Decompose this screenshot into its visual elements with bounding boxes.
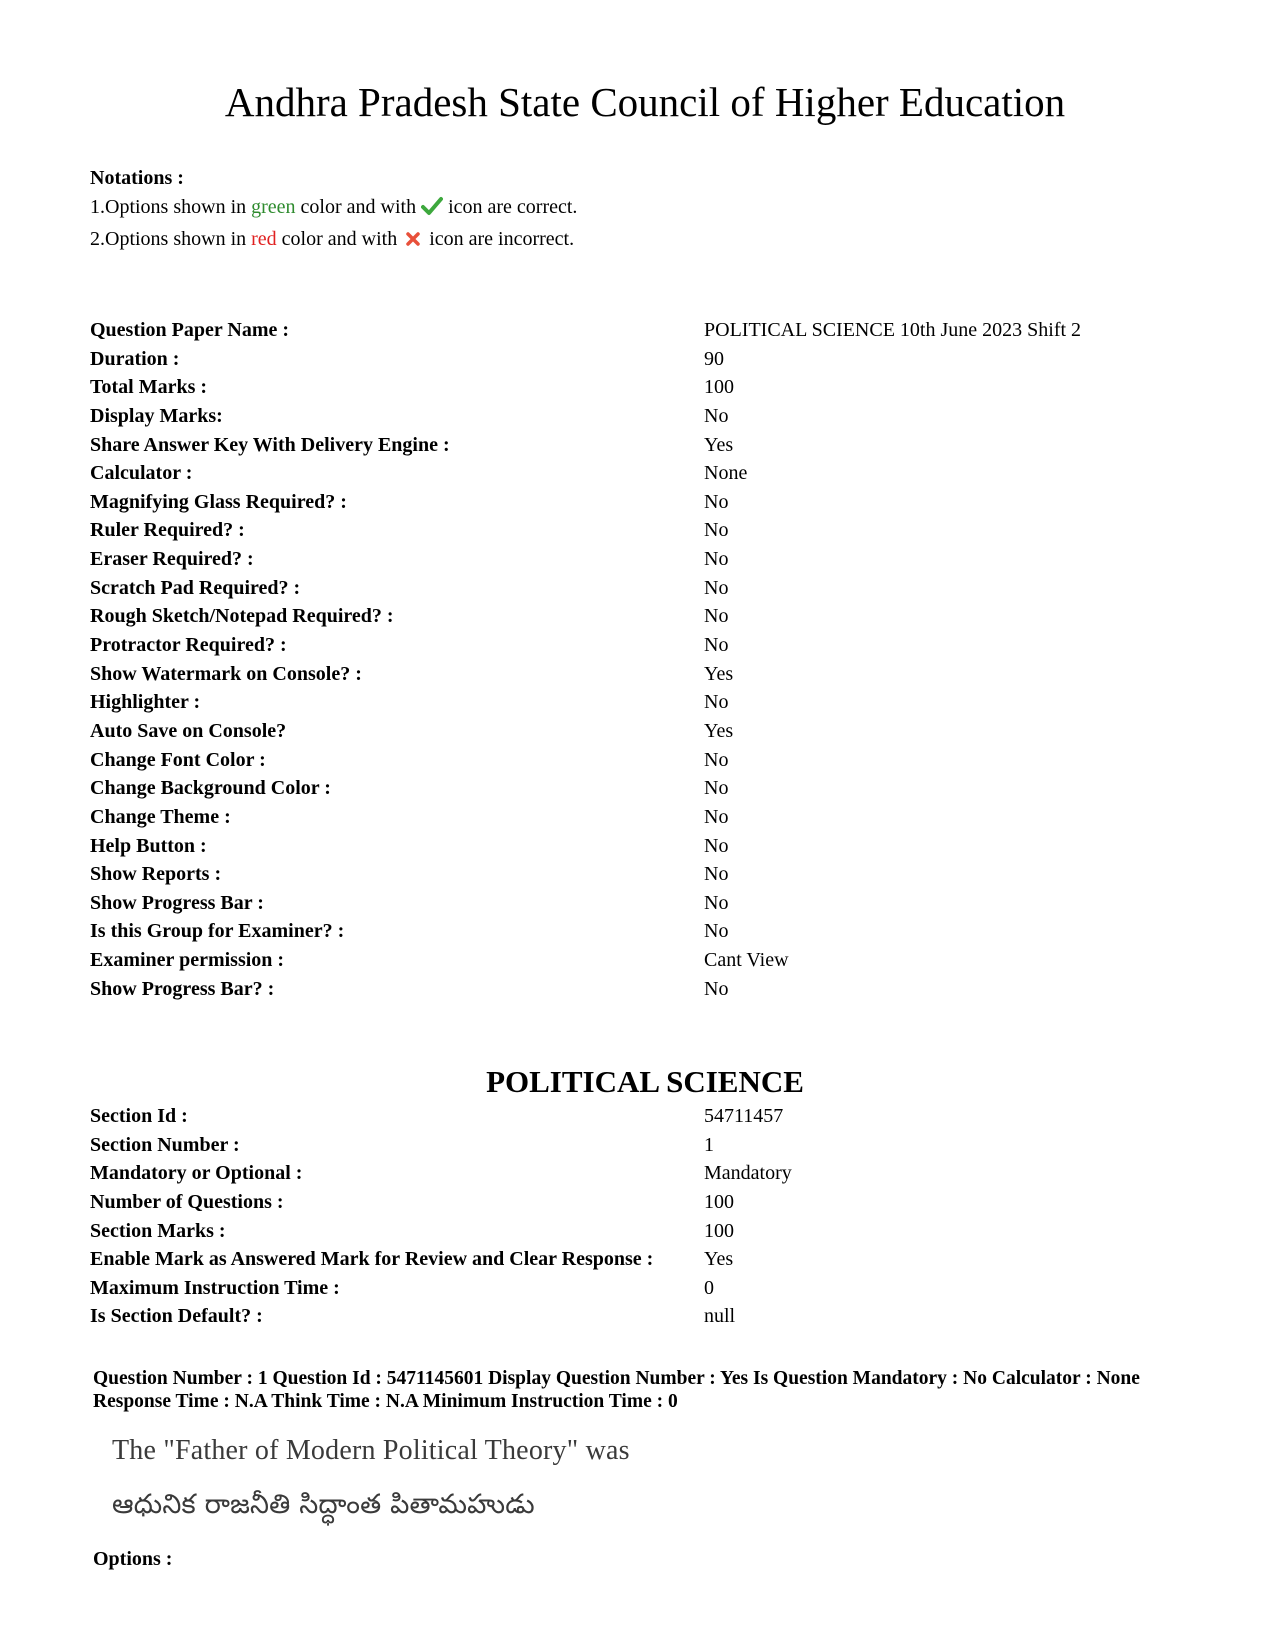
detail-row bbox=[90, 574, 1081, 603]
detail-label: Section Id : bbox=[90, 1105, 188, 1127]
detail-label: Help Button : bbox=[90, 834, 207, 857]
page-title: Andhra Pradesh State Council of Higher Education bbox=[224, 79, 1066, 125]
detail-label: Ruler Required? : bbox=[90, 519, 245, 542]
detail-row bbox=[90, 688, 1081, 717]
detail-row bbox=[90, 946, 1081, 975]
detail-row bbox=[90, 889, 1081, 918]
detail-value: 1 bbox=[704, 1133, 714, 1156]
detail-value: 100 bbox=[704, 376, 734, 399]
detail-value: No bbox=[704, 490, 729, 513]
detail-row bbox=[90, 803, 1081, 832]
detail-value: No bbox=[704, 863, 729, 886]
detail-row bbox=[90, 316, 1081, 345]
detail-value: Yes bbox=[704, 1248, 734, 1271]
detail-label: Total Marks : bbox=[90, 376, 208, 399]
detail-label: Share Answer Key With Delivery Engine : bbox=[90, 433, 450, 456]
notation-incorrect-post: icon are incorrect. bbox=[424, 228, 575, 250]
question-text bbox=[112, 1432, 630, 1524]
notation-green-word: green bbox=[251, 196, 296, 218]
detail-row bbox=[90, 917, 1081, 946]
notation-correct bbox=[90, 193, 577, 225]
detail-label: Is this Group for Examiner? : bbox=[90, 920, 345, 943]
detail-value: No bbox=[704, 634, 729, 657]
detail-value: 54711457 bbox=[704, 1105, 784, 1127]
notation-incorrect-pre: 2.Options shown in bbox=[90, 228, 252, 250]
detail-row bbox=[90, 402, 1081, 431]
detail-label: Change Background Color : bbox=[90, 777, 331, 800]
detail-row bbox=[90, 488, 1081, 517]
detail-value: None bbox=[704, 462, 748, 485]
detail-value: No bbox=[704, 891, 729, 914]
detail-row bbox=[90, 832, 1081, 861]
detail-value: No bbox=[704, 920, 729, 943]
detail-label: Section Number : bbox=[90, 1133, 240, 1156]
detail-value: No bbox=[704, 519, 729, 542]
notation-incorrect bbox=[90, 225, 577, 257]
notation-correct-mid: color and with bbox=[295, 196, 422, 218]
detail-label: Duration : bbox=[90, 347, 180, 370]
detail-row bbox=[90, 1131, 792, 1160]
detail-value: null bbox=[704, 1305, 736, 1328]
detail-row bbox=[90, 345, 1081, 374]
detail-row bbox=[90, 860, 1081, 889]
detail-row bbox=[90, 660, 1081, 689]
notations-heading: Notations : bbox=[90, 167, 184, 189]
detail-value: Yes bbox=[704, 719, 734, 742]
question-text-english: The "Father of Modern Political Theory" was bbox=[112, 1435, 630, 1466]
detail-label: Section Marks : bbox=[90, 1219, 226, 1242]
detail-row bbox=[90, 459, 1081, 488]
detail-label: Rough Sketch/Notepad Required? : bbox=[90, 605, 394, 628]
detail-value: Mandatory bbox=[704, 1162, 792, 1185]
detail-label: Show Reports : bbox=[90, 863, 222, 886]
notation-red-word: red bbox=[251, 228, 277, 250]
detail-label: Question Paper Name : bbox=[90, 319, 290, 341]
paper-details-table bbox=[90, 316, 1081, 1003]
detail-value: No bbox=[704, 748, 729, 771]
detail-value: No bbox=[704, 805, 729, 828]
detail-value: Cant View bbox=[704, 949, 789, 972]
detail-value: 0 bbox=[704, 1276, 714, 1299]
detail-label: Number of Questions : bbox=[90, 1190, 284, 1213]
detail-row bbox=[90, 1302, 792, 1331]
detail-label: Display Marks: bbox=[90, 404, 223, 427]
detail-label: Show Progress Bar : bbox=[90, 891, 264, 914]
detail-label: Change Font Color : bbox=[90, 748, 266, 771]
detail-value: 100 bbox=[704, 1190, 734, 1213]
question-text-telugu: ఆధునిక రాజనీతి సిద్ధాంత పితామహుడు bbox=[112, 1489, 535, 1520]
detail-label: Scratch Pad Required? : bbox=[90, 576, 301, 599]
detail-label: Maximum Instruction Time : bbox=[90, 1276, 340, 1299]
detail-row bbox=[90, 746, 1081, 775]
detail-row bbox=[90, 1274, 792, 1303]
detail-label: Magnifying Glass Required? : bbox=[90, 490, 347, 513]
detail-row bbox=[90, 774, 1081, 803]
detail-label: Eraser Required? : bbox=[90, 548, 254, 571]
detail-row bbox=[90, 1188, 792, 1217]
detail-label: Change Theme : bbox=[90, 805, 231, 828]
detail-row bbox=[90, 602, 1081, 631]
detail-label: Is Section Default? : bbox=[90, 1305, 263, 1328]
detail-value: No bbox=[704, 777, 729, 800]
detail-value: 100 bbox=[704, 1219, 734, 1242]
detail-row bbox=[90, 1159, 792, 1188]
detail-row bbox=[90, 431, 1081, 460]
detail-row bbox=[90, 631, 1081, 660]
section-title: POLITICAL SCIENCE bbox=[486, 1064, 804, 1099]
detail-value: No bbox=[704, 691, 729, 714]
detail-row bbox=[90, 1245, 792, 1274]
detail-label: Auto Save on Console? bbox=[90, 719, 287, 742]
detail-label: Examiner permission : bbox=[90, 949, 285, 972]
detail-label: Show Progress Bar? : bbox=[90, 977, 275, 1000]
detail-value: 90 bbox=[704, 347, 724, 370]
cross-icon bbox=[402, 228, 424, 257]
detail-label: Show Watermark on Console? : bbox=[90, 662, 362, 685]
detail-row bbox=[90, 373, 1081, 402]
detail-value: No bbox=[704, 834, 729, 857]
detail-row bbox=[90, 516, 1081, 545]
question-header: Question Number : 1 Question Id : 5471145601 Display Question Number : Yes Is Question Mandatory : No Calculator : None Response Time : N.A Think Time : N.A Minimum Instruction Time : 0 bbox=[93, 1368, 1140, 1412]
detail-value: Yes bbox=[704, 433, 734, 456]
notation-correct-pre: 1.Options shown in bbox=[90, 196, 252, 218]
detail-label: Enable Mark as Answered Mark for Review and Clear Response : bbox=[90, 1248, 654, 1271]
detail-row bbox=[90, 717, 1081, 746]
detail-value: POLITICAL SCIENCE 10th June 2023 Shift 2 bbox=[704, 319, 1082, 341]
section-details-table bbox=[90, 1102, 792, 1331]
detail-row bbox=[90, 1102, 792, 1131]
options-label: Options : bbox=[93, 1548, 173, 1570]
detail-label: Protractor Required? : bbox=[90, 634, 287, 657]
detail-value: No bbox=[704, 576, 729, 599]
detail-label: Calculator : bbox=[90, 462, 193, 485]
detail-row bbox=[90, 1217, 792, 1246]
detail-value: Yes bbox=[704, 662, 734, 685]
detail-value: No bbox=[704, 404, 729, 427]
detail-row bbox=[90, 545, 1081, 574]
detail-value: No bbox=[704, 977, 729, 1000]
detail-row bbox=[90, 975, 1081, 1004]
detail-value: No bbox=[704, 605, 729, 628]
notations-block bbox=[90, 164, 577, 257]
detail-label: Highlighter : bbox=[90, 691, 201, 714]
notation-incorrect-mid: color and with bbox=[276, 228, 403, 250]
check-icon bbox=[421, 196, 443, 225]
notation-correct-post: icon are correct. bbox=[443, 196, 578, 218]
detail-value: No bbox=[704, 548, 729, 571]
detail-label: Mandatory or Optional : bbox=[90, 1162, 303, 1185]
